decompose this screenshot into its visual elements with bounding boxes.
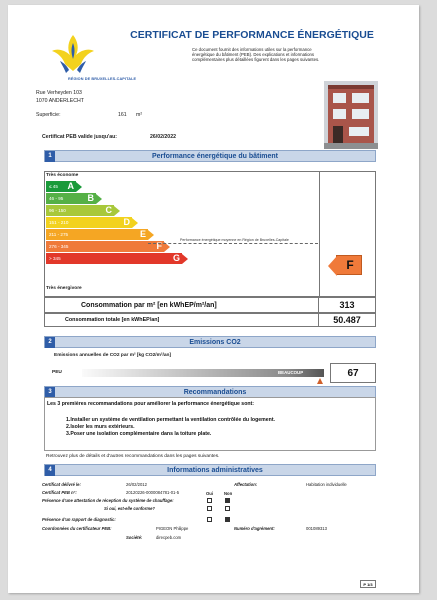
approval-number-label: Numéro d'agrément: xyxy=(234,526,275,531)
rating-badge xyxy=(336,255,362,275)
certifier-name: PIGEON Philippe xyxy=(156,526,189,531)
average-performance-label: Performance énergétique moyenne en Région de Bruxelles-Capitale xyxy=(180,238,289,242)
energy-class-range-text: 96 - 150 xyxy=(49,208,66,213)
affectation-label: Affectation: xyxy=(234,482,258,487)
diagnostic-oui-checkbox xyxy=(207,517,212,522)
section-4-number: 4 xyxy=(45,465,55,476)
energy-class-arrow-tip xyxy=(132,218,138,228)
section-3-title: Recommandations xyxy=(183,389,247,396)
oui-header: Oui xyxy=(206,491,213,496)
building-photo xyxy=(324,81,378,149)
recommendation-1: 1.Installer un système de ventilation permettant la ventilation contrôlée du logement. xyxy=(66,417,275,423)
co2-annual-label: Emissions annuelles de CO2 par m² [kg CO2/m²/an] xyxy=(54,353,172,358)
energy-class-range xyxy=(46,217,132,228)
energy-class-range-text: 46 - 95 xyxy=(49,196,64,201)
energy-class-range xyxy=(46,205,114,216)
superficie-unit: m² xyxy=(136,112,143,118)
energy-class-range-text: 276 - 345 xyxy=(49,244,69,249)
energy-class-range xyxy=(46,181,76,192)
conforme-non-checkbox xyxy=(225,506,230,511)
region-label: RÉGION DE BRUXELLES-CAPITALE xyxy=(68,77,137,81)
certificate-page xyxy=(8,5,419,593)
non-header: Non xyxy=(224,491,233,496)
energy-class-arrow-tip xyxy=(76,182,82,192)
company-label: Société: xyxy=(126,535,143,540)
co2-position-marker xyxy=(317,378,323,384)
energy-class-a xyxy=(46,181,188,192)
energy-rating-indicator xyxy=(336,255,362,275)
energy-class-letter: F xyxy=(156,241,162,251)
page-number: P 1/3 xyxy=(360,580,376,588)
more-details-note: Retrouvez plus de détails et d'autres recommandations dans les pages suivantes. xyxy=(46,454,220,459)
energy-class-range-text: 211 - 275 xyxy=(49,232,69,237)
rating-arrow-tip xyxy=(328,256,337,276)
energy-class-c xyxy=(46,205,188,216)
energy-class-arrow-tip xyxy=(114,206,120,216)
document-title: CERTIFICAT DE PERFORMANCE ÉNERGÉTIQUE xyxy=(130,29,374,41)
energy-class-scale xyxy=(46,181,188,265)
company-value: direcpeb.com xyxy=(156,535,182,540)
energy-class-range xyxy=(46,241,164,252)
energy-class-range-text: ≤ 45 xyxy=(49,184,58,189)
section-4-header xyxy=(44,464,376,476)
recommendation-2: 2.Isoler les murs extérieurs. xyxy=(66,424,135,430)
energy-class-range-text: > 345 xyxy=(49,256,61,261)
energy-class-range xyxy=(46,229,148,240)
energy-class-b xyxy=(46,193,188,204)
section-1-number: 1 xyxy=(45,151,55,162)
section-3-number: 3 xyxy=(45,387,55,398)
very-economical-label: Très économe xyxy=(46,173,79,178)
energy-class-arrow-tip xyxy=(148,230,154,240)
issued-date-label: Certificat délivré le: xyxy=(42,482,81,487)
energy-class-letter: C xyxy=(105,205,112,215)
attestation-conforme-question: Si oui, est-elle conforme? xyxy=(104,506,155,511)
approval-number-value: 001089313 xyxy=(306,526,327,531)
rating-box xyxy=(320,171,376,297)
diagnostic-non-checkbox xyxy=(225,517,230,522)
energy-class-letter: A xyxy=(67,181,74,191)
energy-class-g xyxy=(46,253,188,264)
valid-until-value: 26/02/2022 xyxy=(150,134,176,140)
affectation-value: Habitation individuelle xyxy=(306,482,347,487)
co2-low-label: PEU xyxy=(52,370,62,375)
section-1-title: Performance énergétique du bâtiment xyxy=(151,153,279,160)
intro-text: Ce document fournit des informations utiles sur la performance énergétique du bâtiment (PEB). Des explications et informations complémentaires plus détaillées figurent dans les pages suivantes. xyxy=(192,47,320,63)
section-2-number: 2 xyxy=(45,337,55,348)
peb-number-label: Certificat PEB n°: xyxy=(42,490,77,495)
rating-letter: F xyxy=(346,258,354,272)
section-2-header xyxy=(44,336,376,348)
energy-class-arrow-tip xyxy=(182,254,188,264)
section-1-header xyxy=(44,150,376,162)
conforme-oui-checkbox xyxy=(207,506,212,511)
energy-class-range xyxy=(46,193,96,204)
valid-until-label: Certificat PEB valide jusqu'au: xyxy=(42,134,118,140)
co2-value: 67 xyxy=(330,363,376,383)
section-4-title: Informations administratives xyxy=(167,467,263,474)
peb-number-value: 20120226-0000084781-01-5 xyxy=(126,490,180,495)
energy-class-letter: B xyxy=(87,193,94,203)
energy-class-range xyxy=(46,253,182,264)
consumption-per-m2-label: Consommation par m² [en kWhEP/m²/an] xyxy=(45,298,319,312)
total-consumption-row xyxy=(44,313,376,327)
average-performance-line xyxy=(148,243,318,244)
energy-class-letter: G xyxy=(172,253,180,263)
total-consumption-value: 50.487 xyxy=(333,315,361,325)
recommendation-3: 3.Poser une isolation complémentaire dans la toiture plate. xyxy=(66,431,212,437)
street-address: Rue Verheyden 103 xyxy=(36,90,82,96)
very-energy-consuming-label: Très énergivore xyxy=(46,286,82,291)
attestation-non-checkbox xyxy=(225,498,230,503)
certifier-contact-label: Coordonnées du certificateur PEB: xyxy=(42,526,112,531)
section-2-title: Emissions CO2 xyxy=(189,339,241,346)
superficie-label: Superficie: xyxy=(36,112,61,118)
energy-class-e xyxy=(46,229,188,240)
energy-class-range-text: 151 - 210 xyxy=(49,220,69,225)
recommendations-intro: Les 3 premières recommandations pour améliorer la performance énergétique sont: xyxy=(47,401,254,407)
attestation-oui-checkbox xyxy=(207,498,212,503)
energy-class-d xyxy=(46,217,188,228)
co2-high-label: BEAUCOUP xyxy=(278,370,304,375)
consumption-per-m2-value: 313 xyxy=(339,300,355,310)
energy-class-letter: D xyxy=(123,217,130,227)
energy-class-arrow-tip xyxy=(96,194,102,204)
city-address: 1070 ANDERLECHT xyxy=(36,98,84,104)
brussels-iris-logo xyxy=(48,31,98,77)
superficie-value: 161 xyxy=(118,112,127,118)
heating-attestation-label: Présence d'une attestation de réception du système de chauffage: xyxy=(42,498,174,503)
diagnostic-report-label: Présence d'un rapport de diagnostic: xyxy=(42,517,116,522)
issued-date-value: 26/02/2012 xyxy=(126,482,147,487)
total-consumption-label: Consommation totale [en kWhEP/an] xyxy=(45,314,319,326)
energy-class-letter: E xyxy=(139,229,146,239)
consumption-per-m2-row xyxy=(44,297,376,313)
